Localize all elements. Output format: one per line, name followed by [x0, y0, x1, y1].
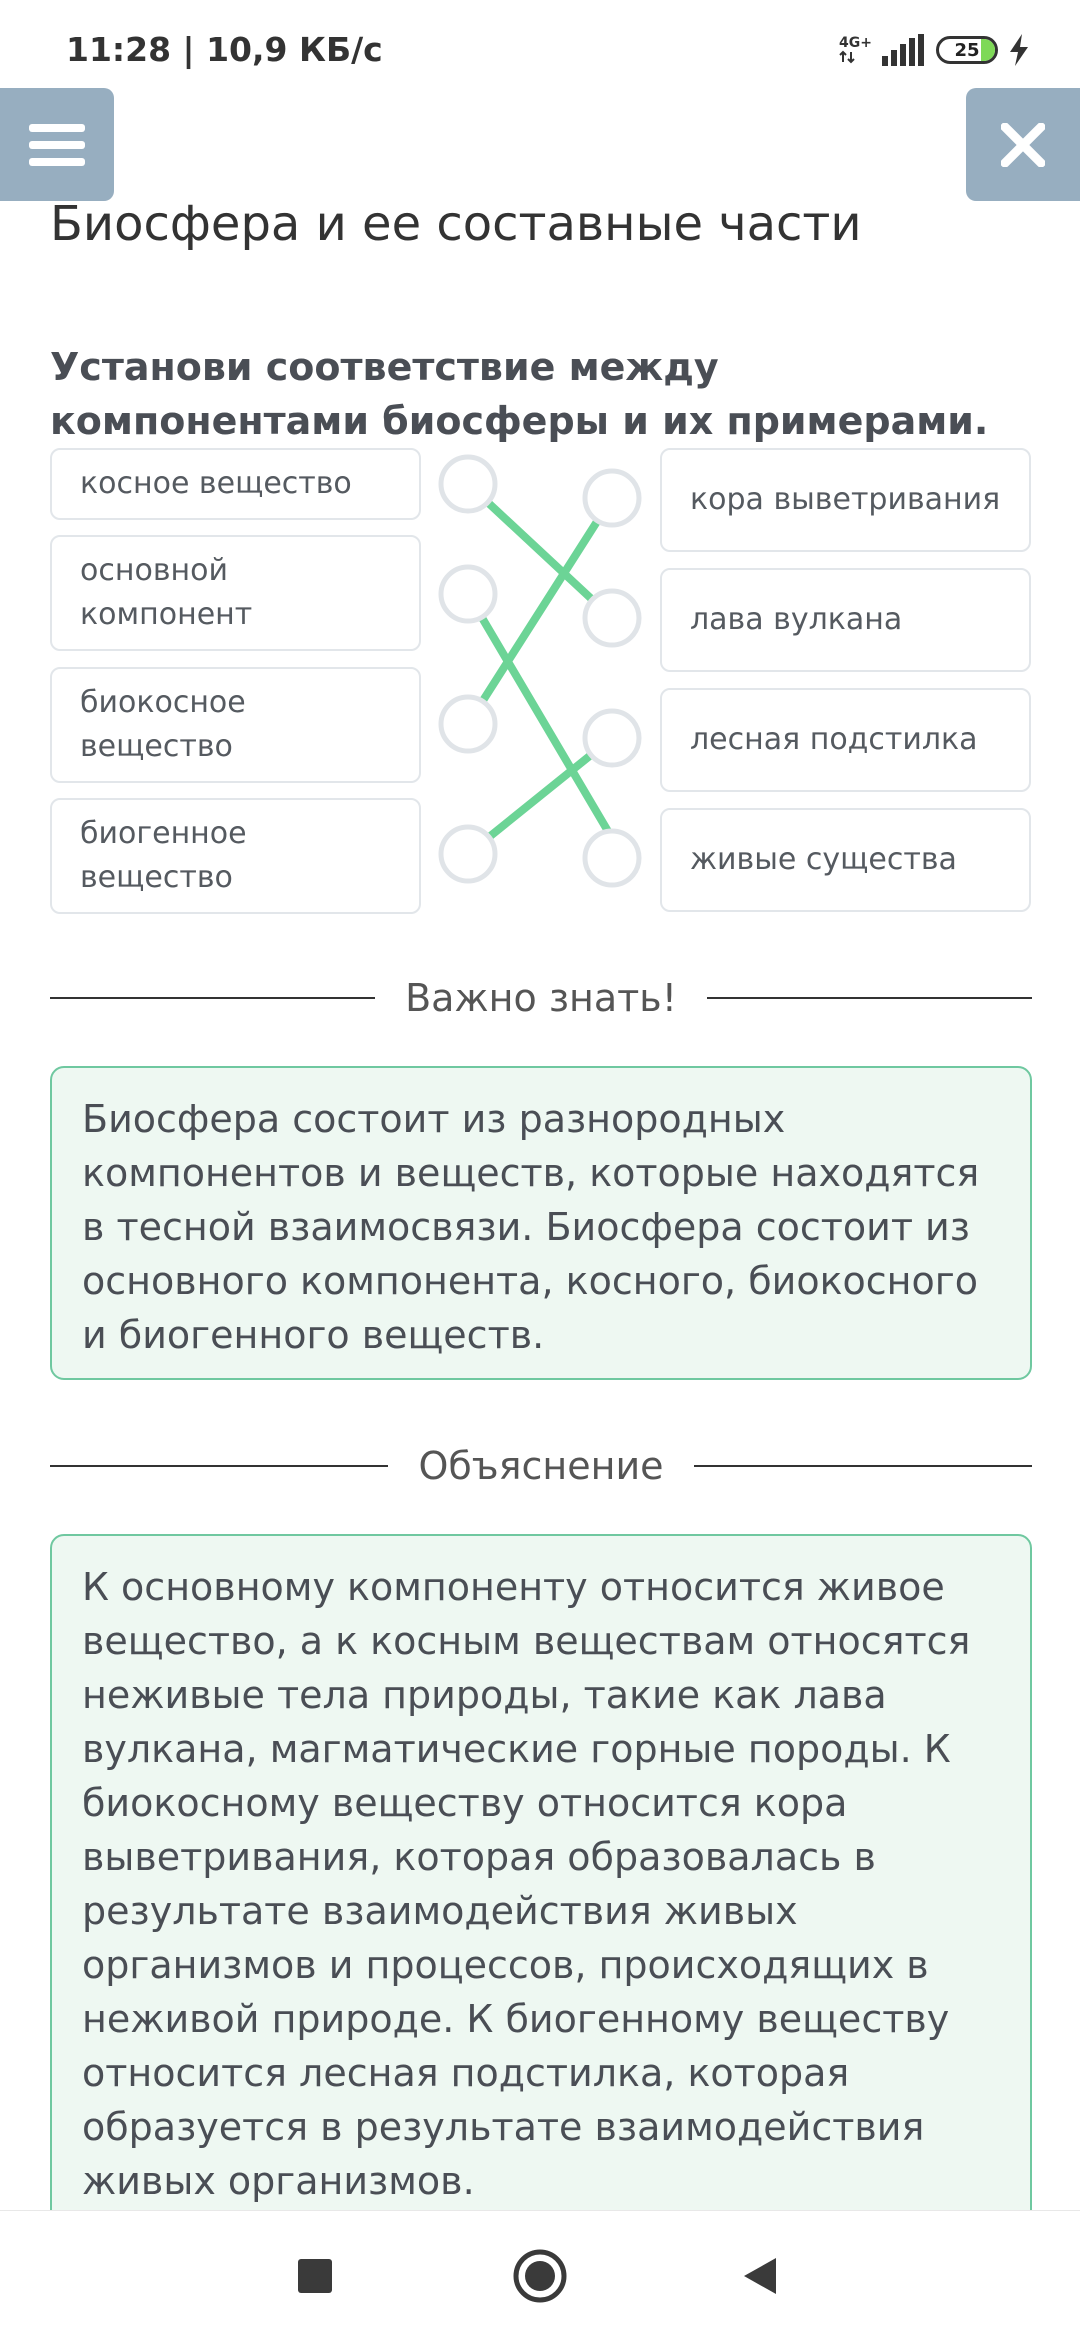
left-connector-circle[interactable] — [441, 827, 495, 881]
explanation-text: К основному компоненту относится живое вещество, а к косным веществам относятся неживые тела природы, такие как лава вулкана, магматические горные породы. К биокосному веществу относится кора выветривания, которая образовалась в результате взаимодействия живых организмов и процессов, происходящих в неживой природе. К биогенному веществу относится лесная подстилка, которая образуется в результате взаимодействия живых организмов. — [82, 1565, 971, 2203]
right-connector-circle[interactable] — [585, 711, 639, 765]
left-item-label: биогенное вещество — [80, 816, 247, 895]
battery-icon — [936, 36, 998, 64]
battery-level: 25 — [954, 39, 980, 61]
triangle-back-icon — [742, 2256, 778, 2296]
circle-icon — [512, 2248, 568, 2304]
status-icons — [839, 28, 1030, 72]
menu-button[interactable] — [0, 88, 114, 201]
left-item-biokosnoe[interactable] — [50, 667, 421, 783]
square-icon — [298, 2259, 332, 2293]
home-button[interactable] — [480, 2211, 600, 2341]
important-text: Биосфера состоит из разнородных компонентов и веществ, которые находятся в тесной взаимосвязи. Биосфера состоит из основного компонента, косного, биокосного и биогенного веществ. — [82, 1097, 980, 1357]
right-item-label: кора выветривания — [690, 482, 1001, 517]
left-connector-circle[interactable] — [441, 697, 495, 751]
right-item-label: лесная подстилка — [690, 722, 978, 757]
task-question: Установи соответствие между компонентами биосферы и их примерами. — [50, 345, 989, 443]
left-item-label: косное вещество — [80, 466, 352, 501]
left-item-biogennoe[interactable] — [50, 798, 421, 914]
system-navbar — [0, 2210, 1080, 2341]
right-item-label: живые существа — [690, 842, 957, 877]
right-connector-circle[interactable] — [585, 471, 639, 525]
back-button[interactable] — [700, 2211, 820, 2341]
signal-icon — [882, 34, 926, 66]
close-button[interactable] — [966, 88, 1080, 201]
left-connector-circle[interactable] — [441, 457, 495, 511]
left-item-label: основной компонент — [80, 553, 253, 632]
network-indicator — [839, 36, 872, 64]
recent-apps-button[interactable] — [255, 2211, 375, 2341]
explanation-box — [50, 1534, 1032, 2234]
right-item-lava[interactable] — [660, 568, 1031, 672]
right-item-podstilka[interactable] — [660, 688, 1031, 792]
match-lines — [420, 440, 670, 920]
network-type: 4G+ — [839, 35, 872, 51]
hamburger-icon — [29, 122, 85, 168]
left-connector-circle[interactable] — [441, 567, 495, 621]
important-divider — [50, 968, 1032, 1028]
left-item-kosnoe[interactable] — [50, 448, 421, 520]
explanation-heading: Объяснение — [418, 1444, 664, 1488]
status-time: 11:28 | 10,9 КБ/с — [66, 30, 383, 69]
left-item-label: биокосное вещество — [80, 685, 246, 764]
important-heading: Важно знать! — [405, 976, 677, 1020]
important-box — [50, 1066, 1032, 1380]
close-icon — [1001, 123, 1045, 167]
right-item-sushchestva[interactable] — [660, 808, 1031, 912]
right-connector-circle[interactable] — [585, 591, 639, 645]
right-item-kora[interactable] — [660, 448, 1031, 552]
left-item-osnovnoy[interactable] — [50, 535, 421, 651]
charging-icon — [1008, 34, 1030, 66]
data-arrows-icon — [839, 50, 859, 64]
page-title: Биосфера и ее составные части — [50, 196, 862, 252]
explanation-divider — [50, 1436, 1032, 1496]
right-item-label: лава вулкана — [690, 602, 903, 637]
status-bar — [0, 0, 1080, 100]
right-connector-circle[interactable] — [585, 831, 639, 885]
